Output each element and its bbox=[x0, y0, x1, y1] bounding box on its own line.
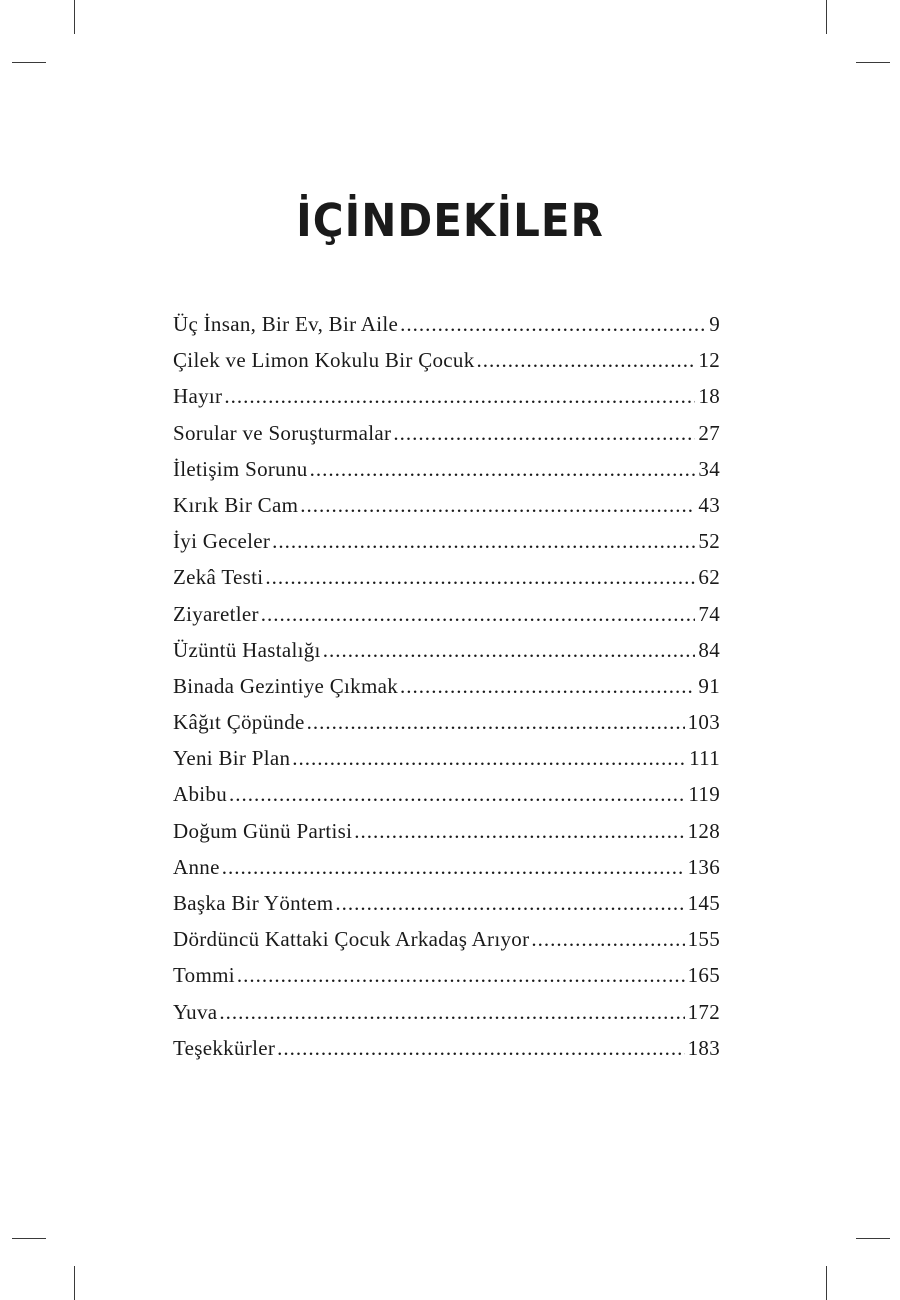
toc-leader-dots bbox=[393, 421, 695, 446]
toc-entry bbox=[173, 710, 720, 746]
toc-entry-label: Yeni Bir Plan bbox=[173, 746, 291, 771]
toc-leader-dots bbox=[224, 384, 695, 409]
toc-entry-page-number: 172 bbox=[687, 999, 720, 1024]
toc-leader-dots bbox=[272, 529, 695, 554]
toc-entry-label: Ziyaretler bbox=[173, 601, 259, 626]
toc-entry bbox=[173, 493, 720, 529]
page-title: İÇİNDEKİLER bbox=[296, 194, 604, 247]
toc-entry-label: Dördüncü Kattaki Çocuk Arkadaş Arıyor bbox=[173, 927, 530, 952]
toc-entry-page-number: 62 bbox=[698, 565, 720, 590]
toc-entry bbox=[173, 529, 720, 565]
toc-entry bbox=[173, 421, 720, 457]
toc-entry-page-number: 155 bbox=[687, 927, 720, 952]
toc-entry-label: Başka Bir Yöntem bbox=[173, 891, 334, 915]
toc-entry-page-number: 103 bbox=[687, 710, 720, 735]
toc-leader-dots bbox=[323, 638, 696, 663]
toc-entry-label: İletişim Sorunu bbox=[173, 456, 308, 481]
toc-leader-dots bbox=[237, 963, 685, 988]
toc-entry bbox=[173, 1000, 720, 1036]
toc-leader-dots bbox=[400, 312, 706, 337]
table-of-contents bbox=[173, 312, 720, 1072]
toc-entry-label: Üzüntü Hastalığı bbox=[173, 637, 321, 662]
toc-leader-dots bbox=[229, 782, 685, 807]
crop-mark-top-right bbox=[826, 0, 827, 34]
toc-leader-dots bbox=[277, 1036, 684, 1061]
toc-entry-label: Sorular ve Soruşturmalar bbox=[173, 420, 392, 445]
toc-entry-page-number: 128 bbox=[687, 818, 720, 843]
toc-entry-label: Teşekkürler bbox=[173, 1035, 276, 1060]
crop-mark-left-top bbox=[12, 62, 46, 63]
toc-entry bbox=[173, 746, 720, 782]
toc-leader-dots bbox=[400, 674, 695, 699]
toc-leader-dots bbox=[307, 710, 685, 735]
toc-entry-label: Üç İnsan, Bir Ev, Bir Aile bbox=[173, 312, 399, 336]
toc-entry-page-number: 18 bbox=[698, 384, 720, 409]
crop-mark-right-bottom bbox=[856, 1238, 890, 1239]
toc-entry-label: İyi Geceler bbox=[173, 529, 271, 554]
toc-leader-dots bbox=[477, 348, 696, 373]
toc-entry bbox=[173, 312, 720, 348]
toc-entry-page-number: 74 bbox=[698, 601, 720, 626]
toc-entry bbox=[173, 927, 720, 963]
toc-leader-dots bbox=[219, 1000, 684, 1025]
toc-entry-label: Doğum Günü Partisi bbox=[173, 818, 353, 843]
toc-entry-page-number: 183 bbox=[687, 1035, 720, 1060]
toc-entry-page-number: 34 bbox=[698, 456, 720, 481]
toc-entry bbox=[173, 602, 720, 638]
toc-entry-label: Zekâ Testi bbox=[173, 565, 264, 590]
toc-entry-label: Abibu bbox=[173, 782, 227, 807]
toc-entry bbox=[173, 565, 720, 601]
toc-leader-dots bbox=[354, 819, 684, 844]
toc-entry-page-number: 52 bbox=[698, 529, 720, 554]
toc-entry-label: Çilek ve Limon Kokulu Bir Çocuk bbox=[173, 348, 475, 373]
toc-entry-page-number: 91 bbox=[698, 673, 720, 698]
toc-entry-page-number: 12 bbox=[698, 348, 720, 373]
toc-entry-page-number: 145 bbox=[687, 891, 720, 915]
toc-leader-dots bbox=[265, 565, 695, 590]
toc-entry-label: Kâğıt Çöpünde bbox=[173, 710, 305, 735]
toc-entry-label: Binada Gezintiye Çıkmak bbox=[173, 673, 399, 698]
toc-leader-dots bbox=[222, 855, 685, 880]
toc-leader-dots bbox=[310, 457, 696, 482]
toc-entry bbox=[173, 348, 720, 384]
toc-leader-dots bbox=[300, 493, 695, 518]
toc-entry bbox=[173, 891, 720, 927]
toc-entry bbox=[173, 819, 720, 855]
toc-entry-page-number: 165 bbox=[687, 963, 720, 988]
crop-mark-top-left bbox=[74, 0, 75, 34]
toc-leader-dots bbox=[292, 746, 686, 771]
toc-entry-page-number: 9 bbox=[709, 312, 720, 336]
toc-entry bbox=[173, 963, 720, 999]
toc-entry-page-number: 27 bbox=[698, 420, 720, 445]
toc-entry bbox=[173, 457, 720, 493]
toc-entry-page-number: 111 bbox=[689, 746, 720, 771]
toc-entry-page-number: 43 bbox=[698, 492, 720, 517]
crop-mark-bottom-right bbox=[826, 1266, 827, 1300]
toc-entry-label: Hayır bbox=[173, 384, 223, 409]
toc-entry-label: Yuva bbox=[173, 999, 218, 1024]
toc-entry-label: Anne bbox=[173, 854, 220, 879]
toc-leader-dots bbox=[531, 927, 684, 952]
toc-entry bbox=[173, 674, 720, 710]
crop-mark-left-bottom bbox=[12, 1238, 46, 1239]
toc-entry bbox=[173, 1036, 720, 1072]
toc-entry bbox=[173, 855, 720, 891]
toc-leader-dots bbox=[261, 602, 696, 627]
crop-mark-right-top bbox=[856, 62, 890, 63]
toc-entry-label: Kırık Bir Cam bbox=[173, 492, 299, 517]
toc-entry bbox=[173, 782, 720, 818]
toc-entry bbox=[173, 384, 720, 420]
toc-entry bbox=[173, 638, 720, 674]
toc-entry-page-number: 119 bbox=[688, 782, 720, 807]
crop-mark-bottom-left bbox=[74, 1266, 75, 1300]
toc-entry-page-number: 136 bbox=[687, 854, 720, 879]
toc-leader-dots bbox=[335, 891, 684, 916]
toc-entry-page-number: 84 bbox=[698, 637, 720, 662]
toc-entry-label: Tommi bbox=[173, 963, 235, 988]
